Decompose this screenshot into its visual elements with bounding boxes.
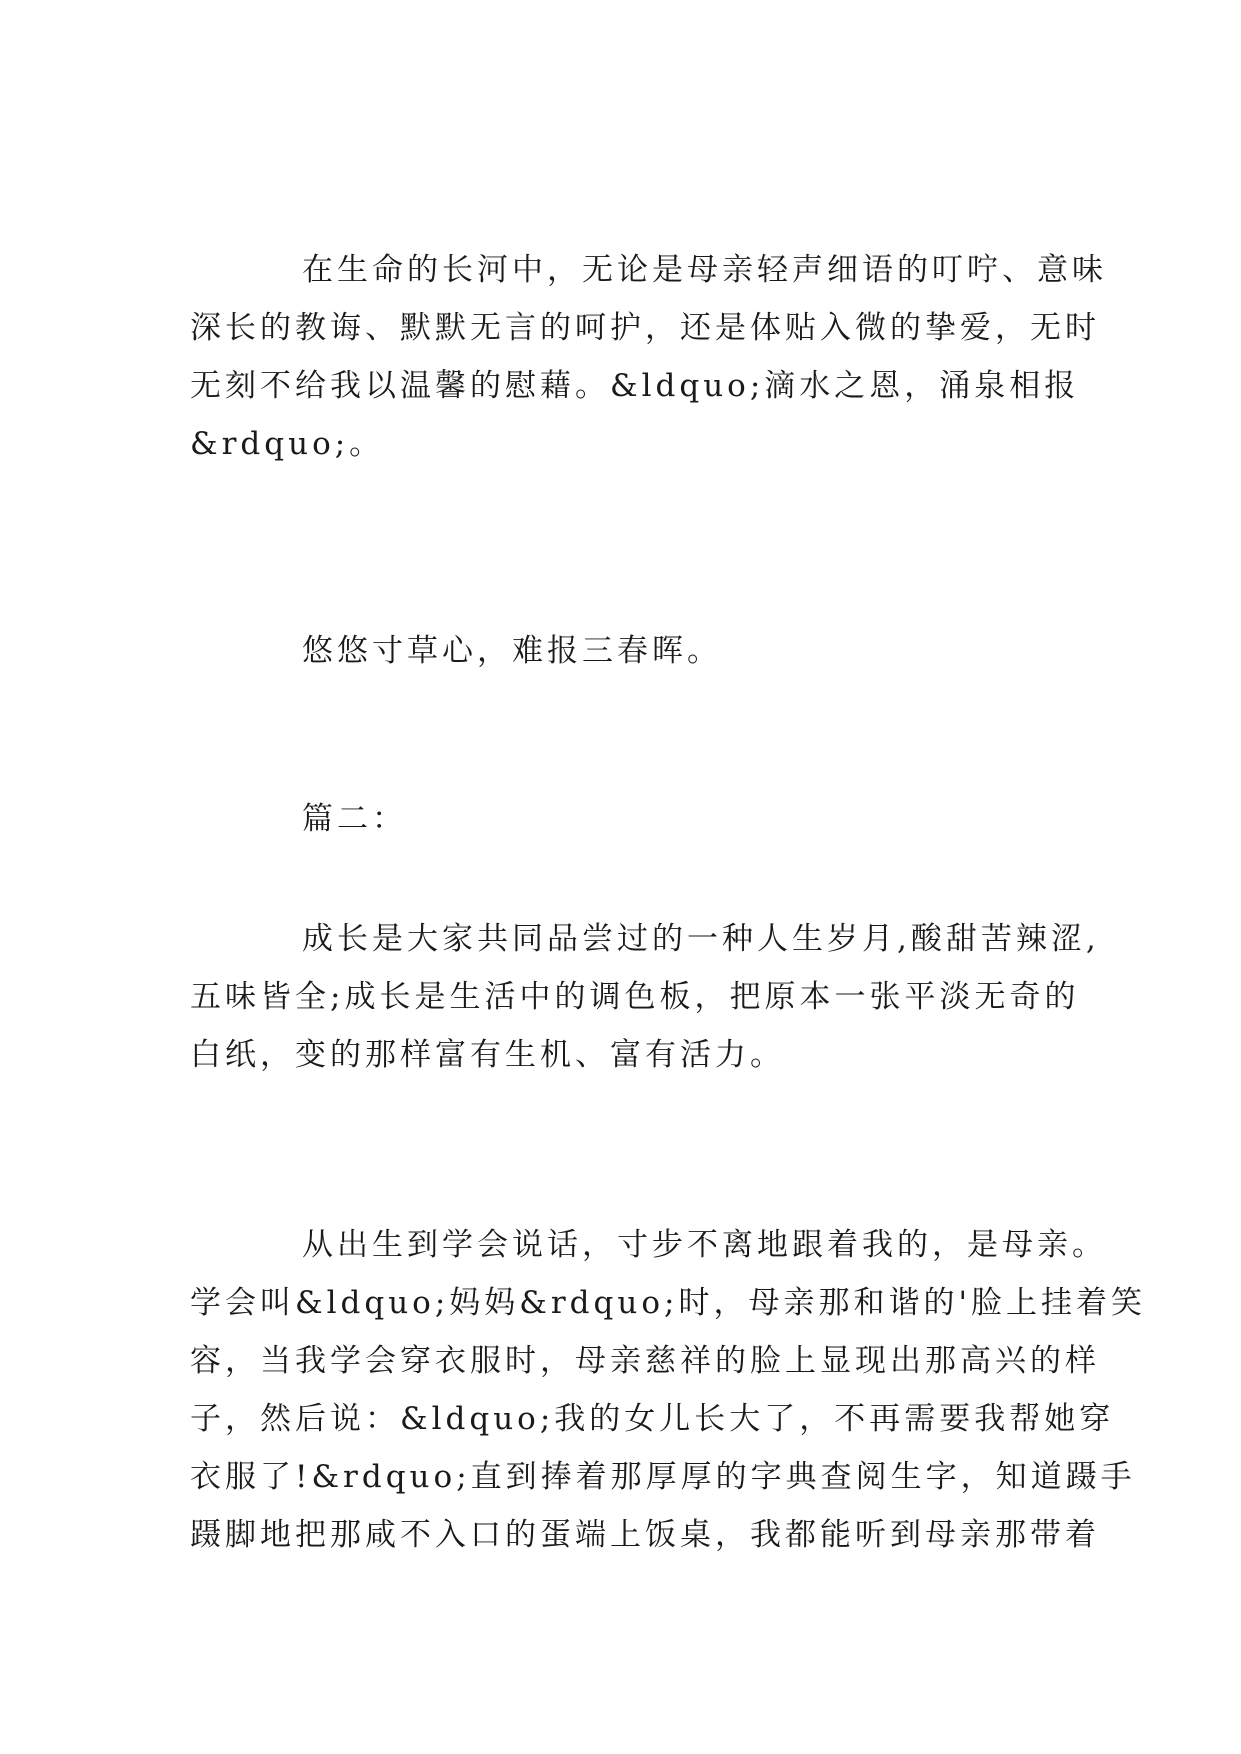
paragraph-line: 深长的教诲、默默无言的呵护，还是体贴入微的挚爱，无时 [190,310,1100,346]
paragraph-growth [190,910,1100,1084]
paragraph-line: 白纸，变的那样富有生机、富有活力。 [190,1037,785,1073]
paragraph-childhood [190,1216,1146,1564]
paragraph-line: 学会叫&ldquo;妈妈&rdquo;时，母亲那和谐的'脸上挂着笑 [190,1285,1146,1321]
paragraph-line: 蹑脚地把那咸不入口的蛋端上饭桌，我都能听到母亲那带着 [190,1517,1100,1553]
section-heading [190,790,1060,848]
paragraph-line: 悠悠寸草心，难报三春晖。 [302,633,722,669]
paragraph-line: 五味皆全;成长是生活中的调色板，把原本一张平淡无奇的 [190,979,1080,1015]
section-heading-text: 篇二： [302,801,407,837]
paragraph-line: 子，然后说：&ldquo;我的女儿长大了，不再需要我帮她穿 [190,1401,1115,1437]
paragraph-line: 无刻不给我以温馨的慰藉。&ldquo;滴水之恩，涌泉相报 [190,368,1080,404]
paragraph-poem-line [190,622,1060,680]
paragraph-line: 从出生到学会说话，寸步不离地跟着我的，是母亲。 [302,1227,1107,1263]
paragraph-line: &rdquo;。 [190,426,385,462]
paragraph-line: 在生命的长河中，无论是母亲轻声细语的叮咛、意味 [302,252,1107,288]
paragraph-mother-gratitude [190,241,1107,473]
paragraph-line: 容，当我学会穿衣服时，母亲慈祥的脸上显现出那高兴的样 [190,1343,1100,1379]
paragraph-line: 衣服了!&rdquo;直到捧着那厚厚的字典查阅生字，知道蹑手 [190,1459,1136,1495]
paragraph-line: 成长是大家共同品尝过的一种人生岁月,酸甜苦辣涩, [302,921,1100,957]
